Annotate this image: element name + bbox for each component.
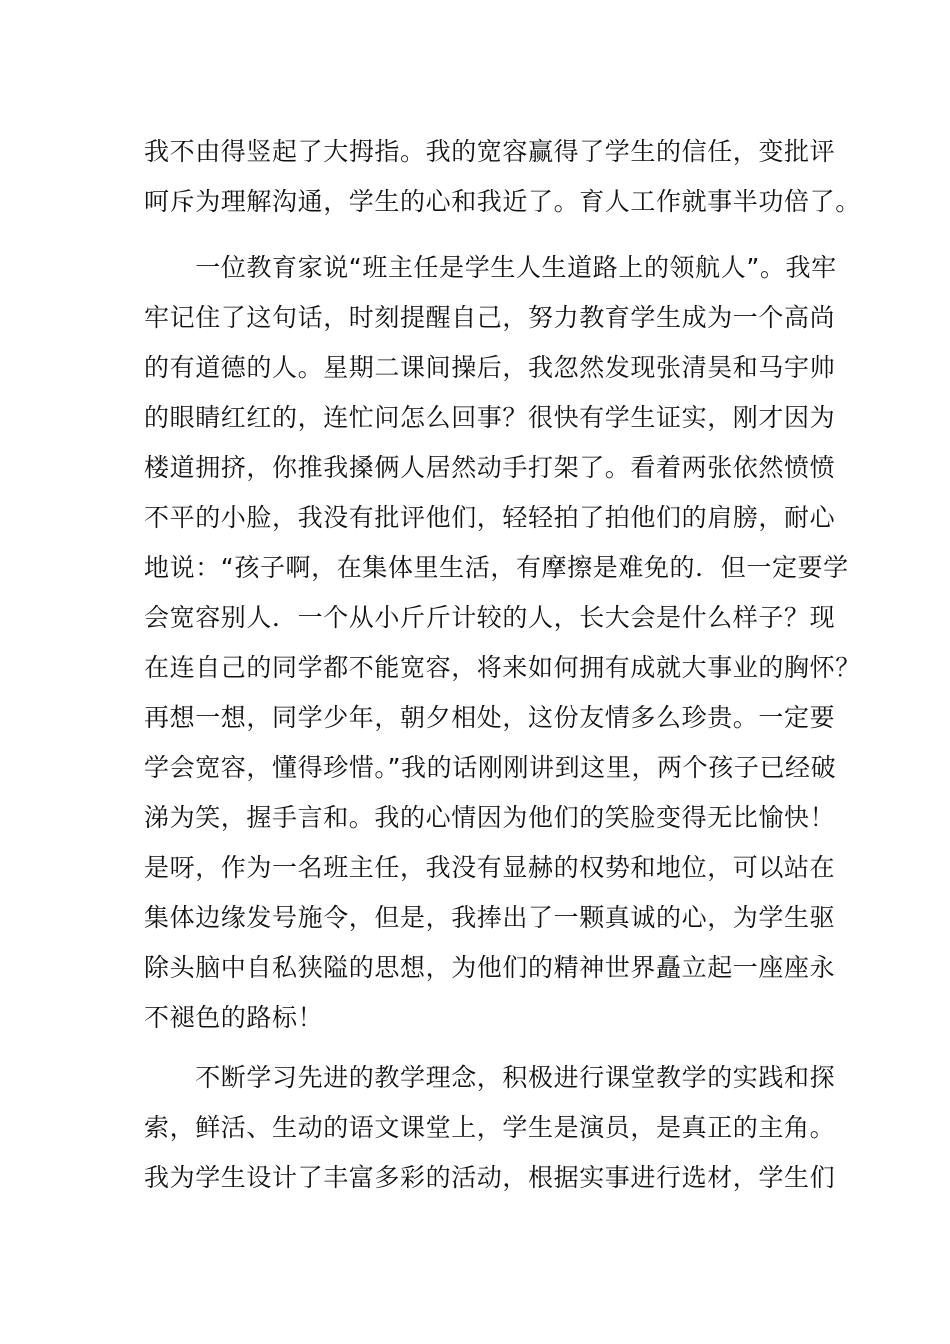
text-line: 除头脑中自私狭隘的思想，为他们的精神世界矗立起一座座永 bbox=[144, 953, 836, 982]
text-line: 的眼睛红红的，连忙问怎么回事？很快有学生证实，刚才因为 bbox=[144, 403, 836, 432]
text-line: 涕为笑，握手言和。我的心情因为他们的笑脸变得无比愉快！ bbox=[144, 803, 836, 832]
text-line: 不褪色的路标！ bbox=[144, 1003, 324, 1032]
text-line: 呵斥为理解沟通，学生的心和我近了。育人工作就事半功倍了。 bbox=[144, 187, 861, 216]
text-line: 牢记住了这句话，时刻提醒自己，努力教育学生成为一个高尚 bbox=[144, 303, 836, 332]
text-line: 再想一想，同学少年，朝夕相处，这份友情多么珍贵。一定要 bbox=[144, 703, 836, 732]
text-line: 我为学生设计了丰富多彩的活动，根据实事进行选材，学生们 bbox=[144, 1163, 836, 1192]
text-line: 集体边缘发号施令，但是，我捧出了一颗真诚的心，为学生驱 bbox=[144, 903, 836, 932]
text-line: 一位教育家说“班主任是学生人生道路上的领航人”。我牢 bbox=[144, 253, 837, 282]
text-line: 楼道拥挤，你推我搡俩人居然动手打架了。看着两张依然愤愤 bbox=[144, 453, 836, 482]
text-line: 会宽容别人．一个从小斤斤计较的人，长大会是什么样子？现 bbox=[144, 603, 836, 632]
text-line: 不断学习先进的教学理念，积极进行课堂教学的实践和探 bbox=[144, 1063, 836, 1092]
text-line: 地说：“孩子啊，在集体里生活，有摩擦是难免的．但一定要学 bbox=[144, 553, 849, 582]
text-line: 索，鲜活、生动的语文课堂上，学生是演员，是真正的主角。 bbox=[144, 1113, 836, 1142]
text-line: 在连自己的同学都不能宽容，将来如何拥有成就大事业的胸怀？ bbox=[144, 653, 861, 682]
text-line: 学会宽容，懂得珍惜。”我的话刚刚讲到这里，两个孩子已经破 bbox=[144, 753, 837, 782]
text-line: 是呀，作为一名班主任，我没有显赫的权势和地位，可以站在 bbox=[144, 853, 836, 882]
text-line: 不平的小脸，我没有批评他们，轻轻拍了拍他们的肩膀，耐心 bbox=[144, 503, 836, 532]
text-line: 我不由得竖起了大拇指。我的宽容赢得了学生的信任，变批评 bbox=[144, 137, 836, 166]
text-line: 的有道德的人。星期二课间操后，我忽然发现张清昊和马宇帅 bbox=[144, 353, 836, 382]
